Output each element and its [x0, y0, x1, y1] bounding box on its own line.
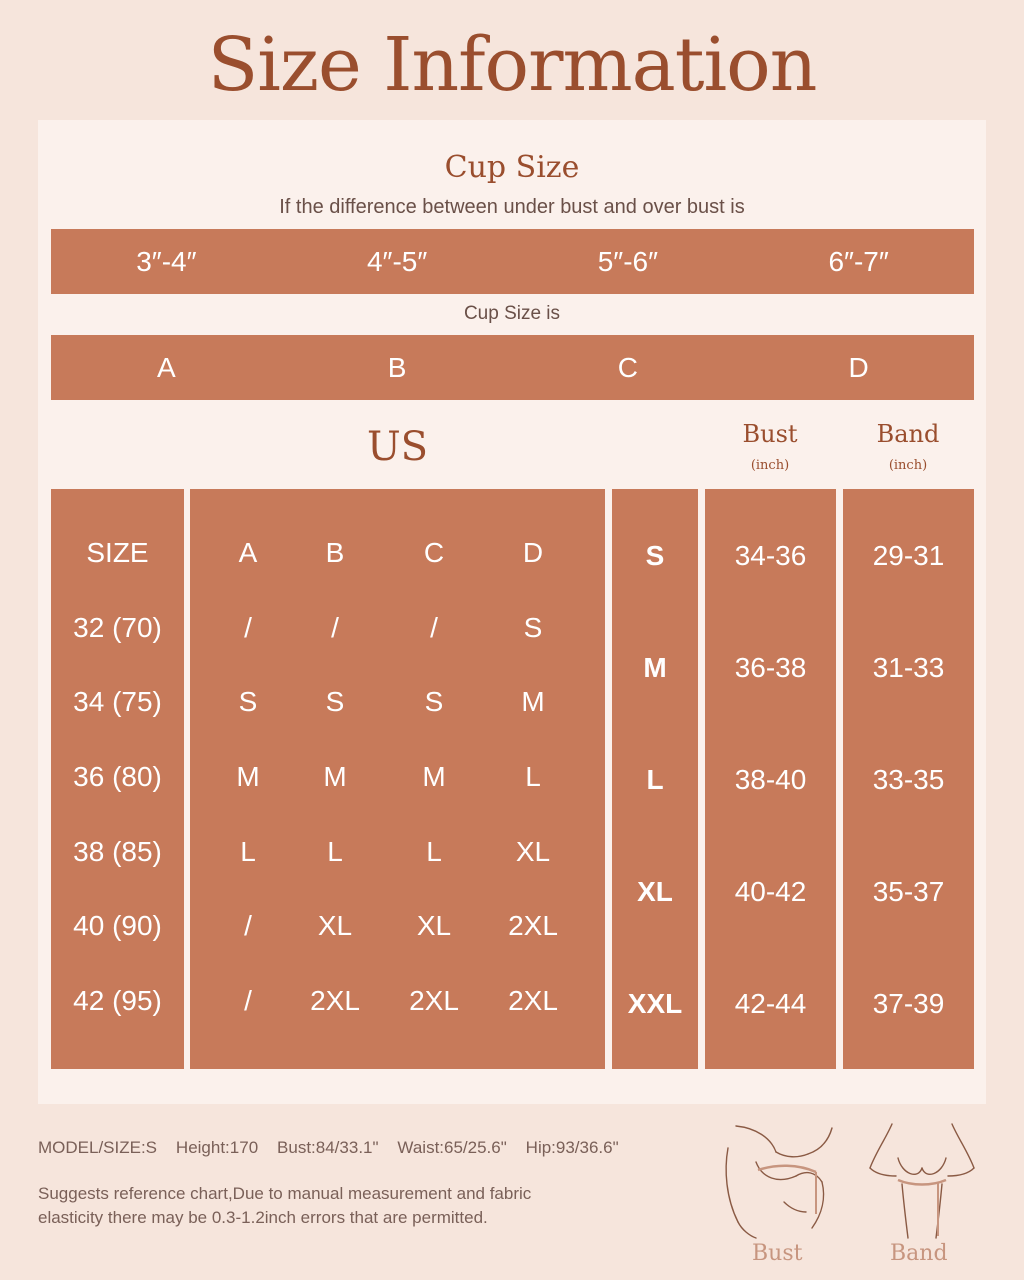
- grid-cell: 2XL: [310, 985, 360, 1016]
- difference-bar: [51, 229, 974, 294]
- letter-size-column: [612, 489, 698, 1069]
- size-panel: [38, 120, 986, 1104]
- band-column: [843, 489, 974, 1069]
- us-heading: US: [366, 424, 429, 470]
- grid-cell: S: [325, 686, 345, 717]
- band-header: Band: [876, 420, 940, 448]
- note-line-2: elasticity there may be 0.3-1.2inch errors that are permitted.: [38, 1208, 488, 1227]
- bust-value: 36-38: [734, 652, 807, 683]
- band-measure-illustration: [862, 1118, 982, 1243]
- grid-cell: /: [244, 612, 252, 643]
- band-value: 29-31: [872, 540, 945, 571]
- bust-column: [705, 489, 836, 1069]
- size-row-2: 34 (75): [73, 686, 162, 717]
- band-value: 33-35: [872, 764, 945, 795]
- bust-measure-illustration: [716, 1118, 846, 1243]
- grid-cell: S: [523, 612, 543, 643]
- letter-size: XL: [637, 876, 673, 907]
- difference-3: 5″-6″: [597, 245, 659, 277]
- cup-size-heading: Cup Size: [444, 150, 580, 185]
- grid-cell: L: [327, 836, 343, 867]
- grid-cell: XL: [416, 910, 452, 941]
- bust-value: 40-42: [734, 876, 807, 907]
- bust-value: 42-44: [734, 988, 807, 1019]
- grid-cell: M: [422, 761, 446, 792]
- bust-value: 38-40: [734, 764, 807, 795]
- bust-value: 34-36: [734, 540, 807, 571]
- grid-cell: 2XL: [508, 985, 558, 1016]
- grid-cell: L: [240, 836, 256, 867]
- grid-cell: /: [244, 910, 252, 941]
- cup-b: B: [387, 351, 407, 383]
- size-row-3: 36 (80): [73, 761, 162, 792]
- size-row-4: 38 (85): [73, 836, 162, 867]
- band-value: 37-39: [872, 988, 945, 1019]
- grid-cell: /: [244, 985, 252, 1016]
- band-figure-label: Band: [890, 1241, 948, 1266]
- letter-size: XXL: [627, 988, 683, 1019]
- grid-cell: /: [430, 612, 438, 643]
- grid-cell: 2XL: [508, 910, 558, 941]
- grid-header-b: B: [325, 537, 345, 568]
- grid-cell: L: [426, 836, 442, 867]
- cup-grid: [190, 489, 605, 1069]
- grid-cell: XL: [515, 836, 551, 867]
- note-line-1: Suggests reference chart,Due to manual measurement and fabric: [38, 1184, 532, 1203]
- bust-unit: (inch): [750, 458, 790, 473]
- cup-size-is-label: Cup Size is: [463, 303, 561, 324]
- grid-cell: /: [331, 612, 339, 643]
- grid-cell: M: [323, 761, 347, 792]
- difference-1: 3″-4″: [136, 245, 197, 277]
- grid-cell: M: [521, 686, 545, 717]
- difference-4: 6″-7″: [828, 245, 889, 277]
- difference-2: 4″-5″: [366, 245, 428, 277]
- cup-a: A: [157, 351, 176, 383]
- grid-header-c: C: [423, 537, 445, 568]
- cup-bar: [51, 335, 974, 400]
- bust-header: Bust: [742, 420, 798, 448]
- grid-header-a: A: [238, 537, 258, 568]
- grid-header-d: D: [522, 537, 544, 568]
- size-row-5: 40 (90): [73, 910, 162, 941]
- grid-cell: S: [238, 686, 258, 717]
- band-unit: (inch): [888, 458, 928, 473]
- letter-size: L: [646, 764, 664, 795]
- page-title: Size Information: [207, 22, 817, 108]
- model-info: MODEL/SIZE:S Height:170 Bust:84/33.1" Waist:65/25.6" Hip:93/36.6": [38, 1138, 619, 1157]
- grid-cell: 2XL: [409, 985, 459, 1016]
- cup-size-subtitle: If the difference between under bust and over bust is: [279, 196, 745, 218]
- band-value: 35-37: [872, 876, 945, 907]
- cup-c: C: [617, 351, 638, 383]
- bust-figure-label: Bust: [752, 1241, 803, 1266]
- grid-cell: XL: [317, 910, 353, 941]
- letter-size: M: [643, 652, 667, 683]
- grid-cell: S: [424, 686, 444, 717]
- size-column: [51, 489, 184, 1069]
- band-value: 31-33: [872, 652, 945, 683]
- cup-d: D: [848, 351, 869, 383]
- size-row-6: 42 (95): [73, 985, 162, 1016]
- grid-cell: M: [236, 761, 260, 792]
- size-row-1: 32 (70): [73, 612, 162, 643]
- grid-cell: L: [525, 761, 541, 792]
- letter-size: S: [645, 540, 665, 571]
- size-col-header: SIZE: [86, 537, 149, 568]
